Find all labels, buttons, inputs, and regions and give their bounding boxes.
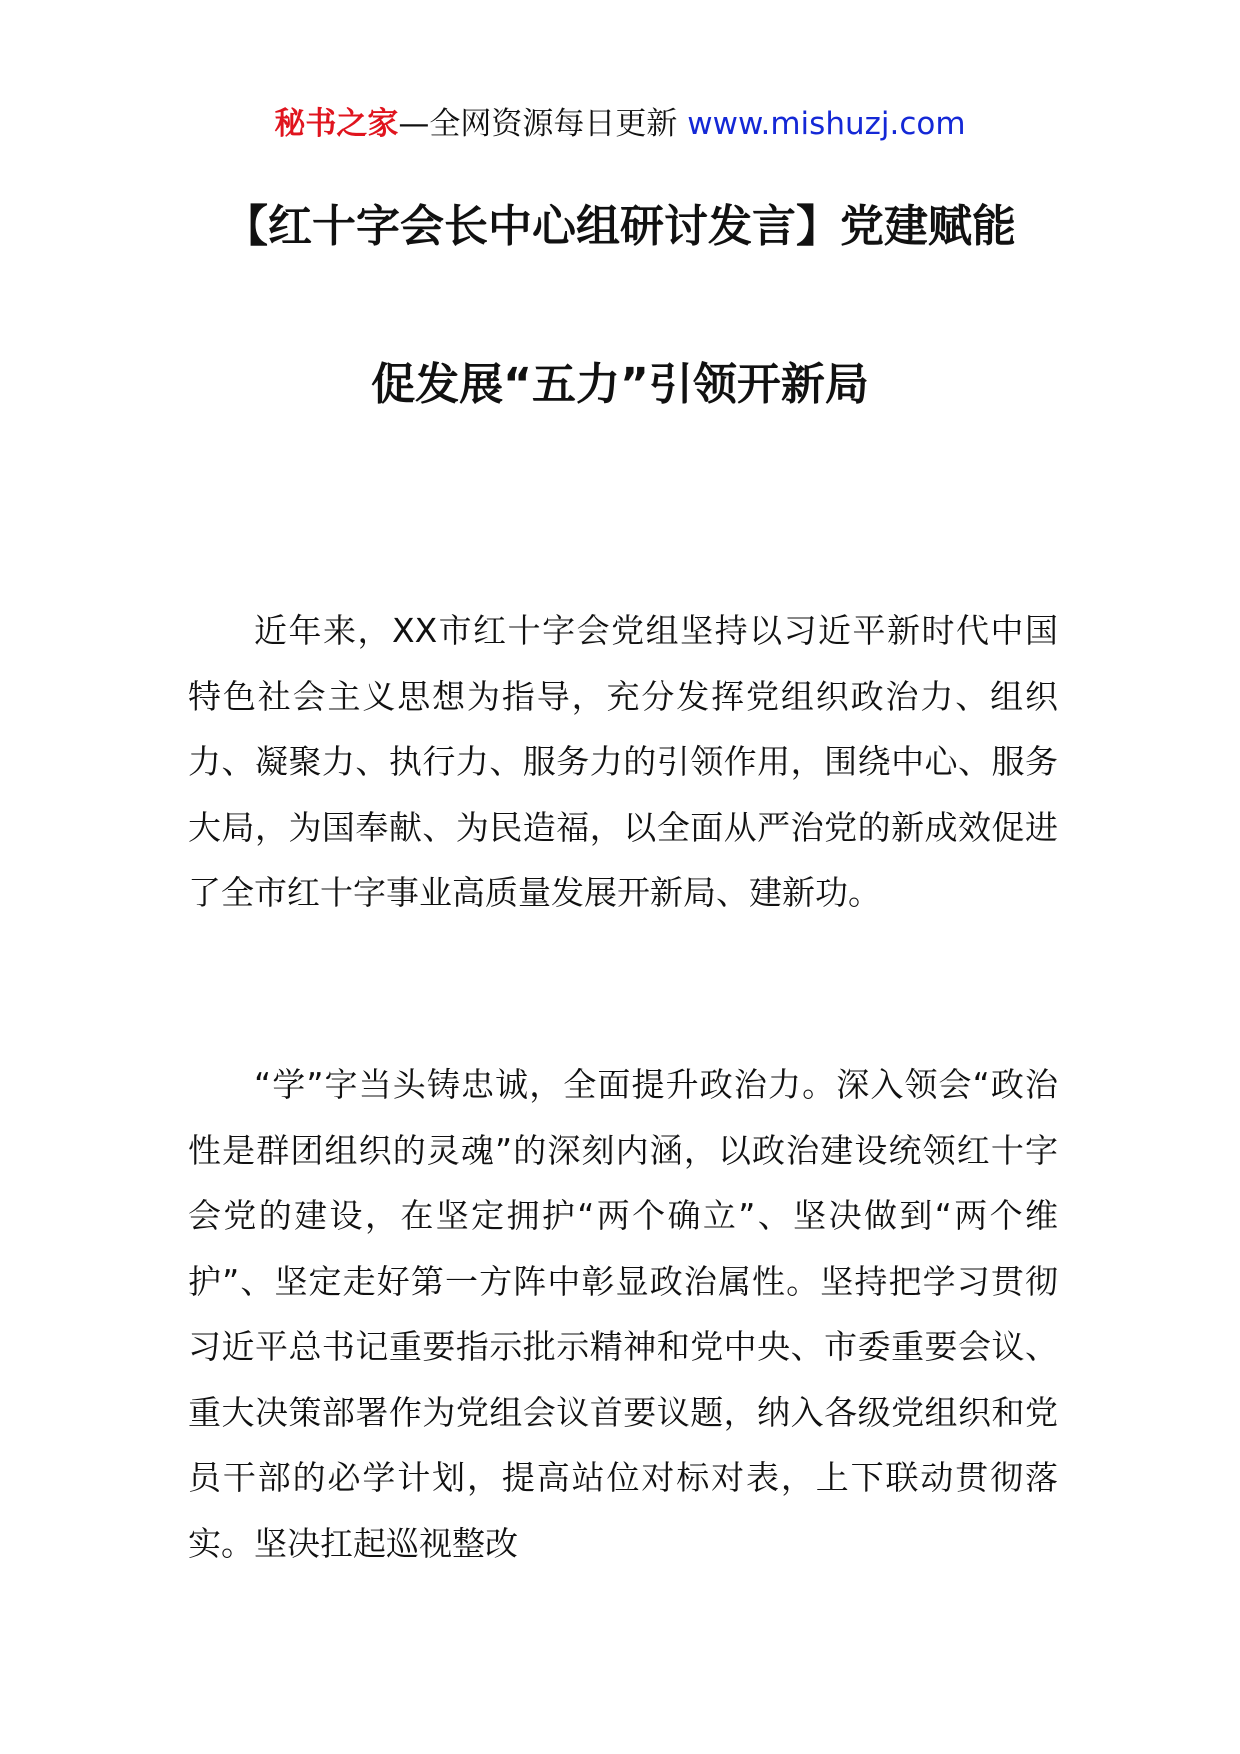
site-header <box>0 100 1240 148</box>
document-title-line-2: 促发展“五力”引领开新局 <box>371 359 869 410</box>
body-paragraph-intro: 近年来，XX市红十字会党组坚持以习近平新时代中国特色社会主义思想为指导，充分发挥党组织政治力、组织力、凝聚力、执行力、服务力的引领作用，围绕中心、服务大局，为国奉献、为民造福，以全面从严治党的新成效促进了全市红十字事业高质量发展开新局、建新功。 <box>188 611 1058 912</box>
document-title-line-1: 【红十字会长中心组研讨发言】党建赋能 <box>224 201 1016 252</box>
site-url-link[interactable]: www.mishuzj.com <box>687 106 966 142</box>
site-brand: 秘书之家 <box>274 106 399 142</box>
body-paragraph-political: “学”字当头铸忠诚，全面提升政治力。深入领会“政治性是群团组织的灵魂”的深刻内涵，以政治建设统领红十字会党的建设，在坚定拥护“两个确立”、坚决做到“两个维护”、坚定走好第一方阵中彰显政治属性。坚持把学习贯彻习近平总书记重要指示批示精神和党中央、市委重要会议、重大决策部署作为党组会议首要议题，纳入各级党组织和党员干部的必学计划，提高站位对标对表，上下联动贯彻落实。坚决扛起巡视整改 <box>188 1065 1058 1563</box>
site-tagline: —全网资源每日更新 <box>398 106 678 142</box>
